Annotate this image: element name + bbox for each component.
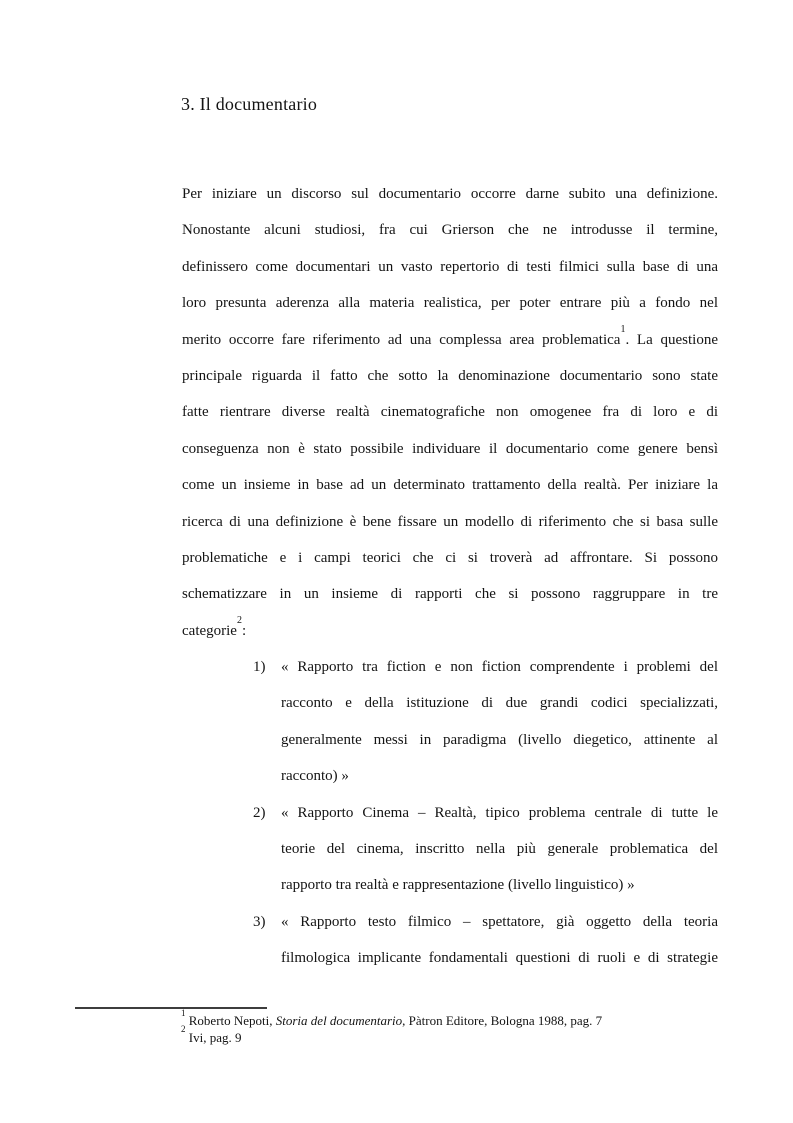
footnote-1-number: 1 (181, 1007, 186, 1018)
paragraph-line: definissero come documentari un vasto repertorio di testi filmici sulla base di una (182, 258, 718, 275)
paragraph-line: come un insieme in base ad un determinato trattamento della realtà. Per iniziare la (182, 477, 718, 494)
footnote-separator (75, 1007, 267, 1009)
list-item-line: « Rapporto tra fiction e non fiction comprendente i problemi del (281, 659, 718, 676)
list-item-line: teorie del cinema, inscritto nella più generale problematica del (281, 841, 718, 858)
footnote-2 (181, 1024, 721, 1047)
list-item-1 (182, 649, 718, 795)
list-item-line: « Rapporto testo filmico – spettatore, già oggetto della teoria (281, 913, 718, 930)
numbered-list (182, 649, 718, 977)
footnote-book-title: Storia del documentario (275, 1013, 403, 1028)
footnote-1 (181, 1007, 721, 1030)
list-item-number: 3) (253, 913, 266, 930)
paragraph-text: merito occorre fare riferimento ad una complessa area problematica (182, 331, 621, 348)
paragraph-text: : (241, 622, 247, 639)
list-item-2 (182, 795, 718, 904)
list-item-line: rapporto tra realtà e rappresentazione (livello linguistico) » (281, 877, 635, 894)
list-item-3 (182, 904, 718, 977)
paragraph-line (182, 613, 718, 649)
paragraph-line: loro presunta aderenza alla materia realistica, per poter entrare più a fondo nel (182, 295, 718, 312)
page-content (182, 176, 718, 977)
paragraph-line: principale riguarda il fatto che sotto la denominazione documentario sono state (182, 367, 718, 384)
list-item-number: 1) (253, 659, 266, 676)
list-item-line: « Rapporto Cinema – Realtà, tipico problema centrale di tutte le (281, 804, 718, 821)
footnote-text: Roberto Nepoti, (185, 1013, 276, 1028)
footnote-ref-1: 1 (620, 323, 626, 335)
paragraph-text: . La questione (625, 331, 718, 348)
list-item-line: generalmente messi in paradigma (livello diegetico, attinente al (281, 731, 718, 748)
list-item-line: racconto) » (281, 768, 349, 785)
footnote-text: , Pàtron Editore, Bologna 1988, pag. 7 (402, 1013, 603, 1028)
paragraph-line: Per iniziare un discorso sul documentario occorre darne subito una definizione. (182, 186, 718, 202)
paragraph-line: fatte rientrare diverse realtà cinematografiche non omogenee fra di loro e di (182, 404, 718, 421)
intro-paragraph (182, 176, 718, 649)
list-item-line: racconto e della istituzione di due grandi codici specializzati, (281, 695, 718, 712)
paragraph-line: Nonostante alcuni studiosi, fra cui Grierson che ne introdusse il termine, (182, 222, 718, 239)
paragraph-line: ricerca di una definizione è bene fissare un modello di riferimento che si basa sulle (182, 513, 718, 530)
list-item-number: 2) (253, 804, 266, 821)
paragraph-text: categorie (182, 622, 237, 639)
footnotes (181, 1007, 721, 1046)
paragraph-line: conseguenza non è stato possibile individuare il documentario come genere bensì (182, 440, 718, 457)
footnote-text: Ivi, pag. 9 (185, 1029, 242, 1045)
paragraph-line: problematiche e i campi teorici che ci si troverà ad affrontare. Si possono (182, 549, 718, 566)
footnote-2-number: 2 (181, 1024, 186, 1035)
paragraph-line (182, 322, 718, 358)
list-item-line: filmologica implicante fondamentali questioni di ruoli e di strategie (281, 950, 718, 967)
section-title: 3. Il documentario (181, 94, 318, 114)
paragraph-line: schematizzare in un insieme di rapporti che si possono raggruppare in tre (182, 586, 718, 603)
footnote-ref-2: 2 (236, 614, 242, 626)
